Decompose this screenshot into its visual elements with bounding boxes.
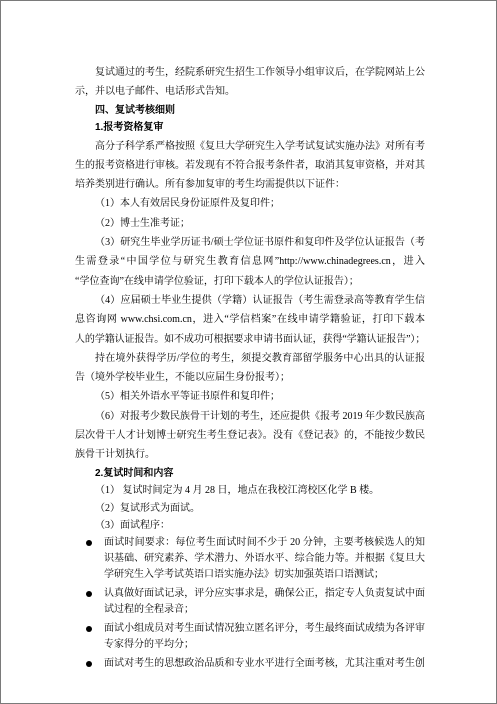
interview-rule [75, 621, 425, 653]
bullet-icon [86, 661, 92, 667]
list-item-line: 面试小组成员对考生面试情况独立匿名评分，考生最终面试成绩为各评审 [104, 622, 425, 634]
subsection-heading: 1.报考资格复审 [95, 122, 164, 134]
paragraph-line: 培养类别进行确认。所有参加复审的考生均需提供以下证件： [75, 179, 345, 191]
requirement-item-1 [75, 194, 425, 213]
subsection-heading: 2.复试时间和内容 [95, 467, 174, 479]
paragraph-line: （1）本人有效居民身份证原件及复印件； [95, 198, 280, 210]
paragraph-line: 层次骨干人才计划博士研究生考生登记表》。没有《登记表》的，不能按少数民 [75, 430, 425, 442]
section-heading: 四、复试考核细则 [95, 104, 175, 116]
paragraph-line: 生的报考资格进行审核。若发现有不符合报考条件者，取消其复审资格，并对其 [75, 159, 425, 171]
schedule-items [75, 482, 425, 535]
requirement-item-4 [75, 291, 425, 349]
paragraph-line: （2）博士生准考证； [95, 217, 190, 229]
paragraph-line: （4）应届硕士毕业生提供（学籍）认证报告（考生需登录高等教育学生信 [95, 294, 425, 306]
schedule-item-2: （2）复试形式为面试。 [95, 502, 200, 514]
overseas-degree-note [75, 349, 425, 388]
interview-rule [75, 535, 425, 583]
list-item-line: 专家得分的平均分； [104, 638, 194, 650]
interview-rule [75, 586, 425, 618]
intro-paragraph [75, 63, 425, 102]
list-item-line: 识基础、研究素养、学术潜力、外语水平、综合能力等。并根据《复旦大 [104, 552, 425, 564]
paragraph-line: 告（境外学校毕业生，不能以应届生身份报考）； [75, 372, 290, 384]
requirement-item-2 [75, 214, 425, 233]
paragraph-line: 复试通过的考生，经院系研究生招生工作领导小组审议后，在学院网站上公 [95, 67, 425, 78]
paragraph-line: 示，并以电子邮件、电话形式告知。 [75, 86, 235, 98]
requirement-item-3 [75, 233, 425, 291]
bullet-icon [86, 591, 92, 597]
bullet-icon [86, 626, 92, 632]
review-intro-paragraph [75, 137, 425, 195]
list-item-line: 试过程的全程录音； [104, 603, 194, 615]
paragraph-line: 持在境外获得学历/学位的考生，须提交教育部留学服务中心出具的认证报 [95, 352, 425, 364]
paragraph-line: （5）相关外语水平等证书原件和复印件； [95, 391, 280, 403]
list-item-line: 认真做好面试记录，评分应实事求是，确保公正，指定专人负责复试中面 [104, 587, 425, 599]
interview-rule [75, 656, 425, 672]
paragraph-line: 高分子科学系严格按照《复旦大学研究生入学考试复试实施办法》对所有考 [95, 140, 425, 152]
interview-rules-list [75, 535, 425, 672]
schedule-item-1: （1） 复试时间定为 4 月 28 日，地点在我校江湾校区化学 B 楼。 [95, 485, 380, 497]
paragraph-line: 人的学籍认证报告。如不成功可根据要求申请书面认证，获得“学籍认证报告”）； [75, 333, 425, 345]
paragraph-line: “学位查询”在线申请学位验证，打印下载本人的学位认证报告）； [75, 275, 359, 287]
paragraph-line: 族骨干计划执行。 [75, 449, 155, 461]
list-item-line: 面试时间要求：每位考生面试时间不少于 20 分钟，主要考核候选人的知 [104, 536, 425, 548]
schedule-item-3: （3）面试程序： [95, 520, 170, 532]
document-body [75, 63, 425, 672]
list-item-line: 面试对考生的思想政治品质和专业水平进行全面考核，尤其注重对考生创 [104, 657, 425, 669]
paragraph-line: 生需登录“中国学位与研究生教育信息网”http://www.chinadegrees.cn，进入 [75, 256, 425, 268]
requirement-item-6 [75, 407, 425, 465]
paragraph-line: 息咨询网 www.chsi.com.cn，进入“学信档案”在线申请学籍验证，打印下载本 [75, 314, 425, 326]
list-item-line: 学研究生入学考试英语口语实施办法》切实加强英语口语测试； [104, 568, 384, 580]
paragraph-line: （6）对报考少数民族骨干计划的考生，还应提供《报考 2019 年少数民族高 [95, 410, 425, 422]
bullet-icon [86, 540, 92, 546]
paragraph-line: （3）研究生毕业学历证书/硕士学位证书原件和复印件及学位认证报告（考 [95, 237, 425, 249]
requirement-item-5 [75, 387, 425, 406]
